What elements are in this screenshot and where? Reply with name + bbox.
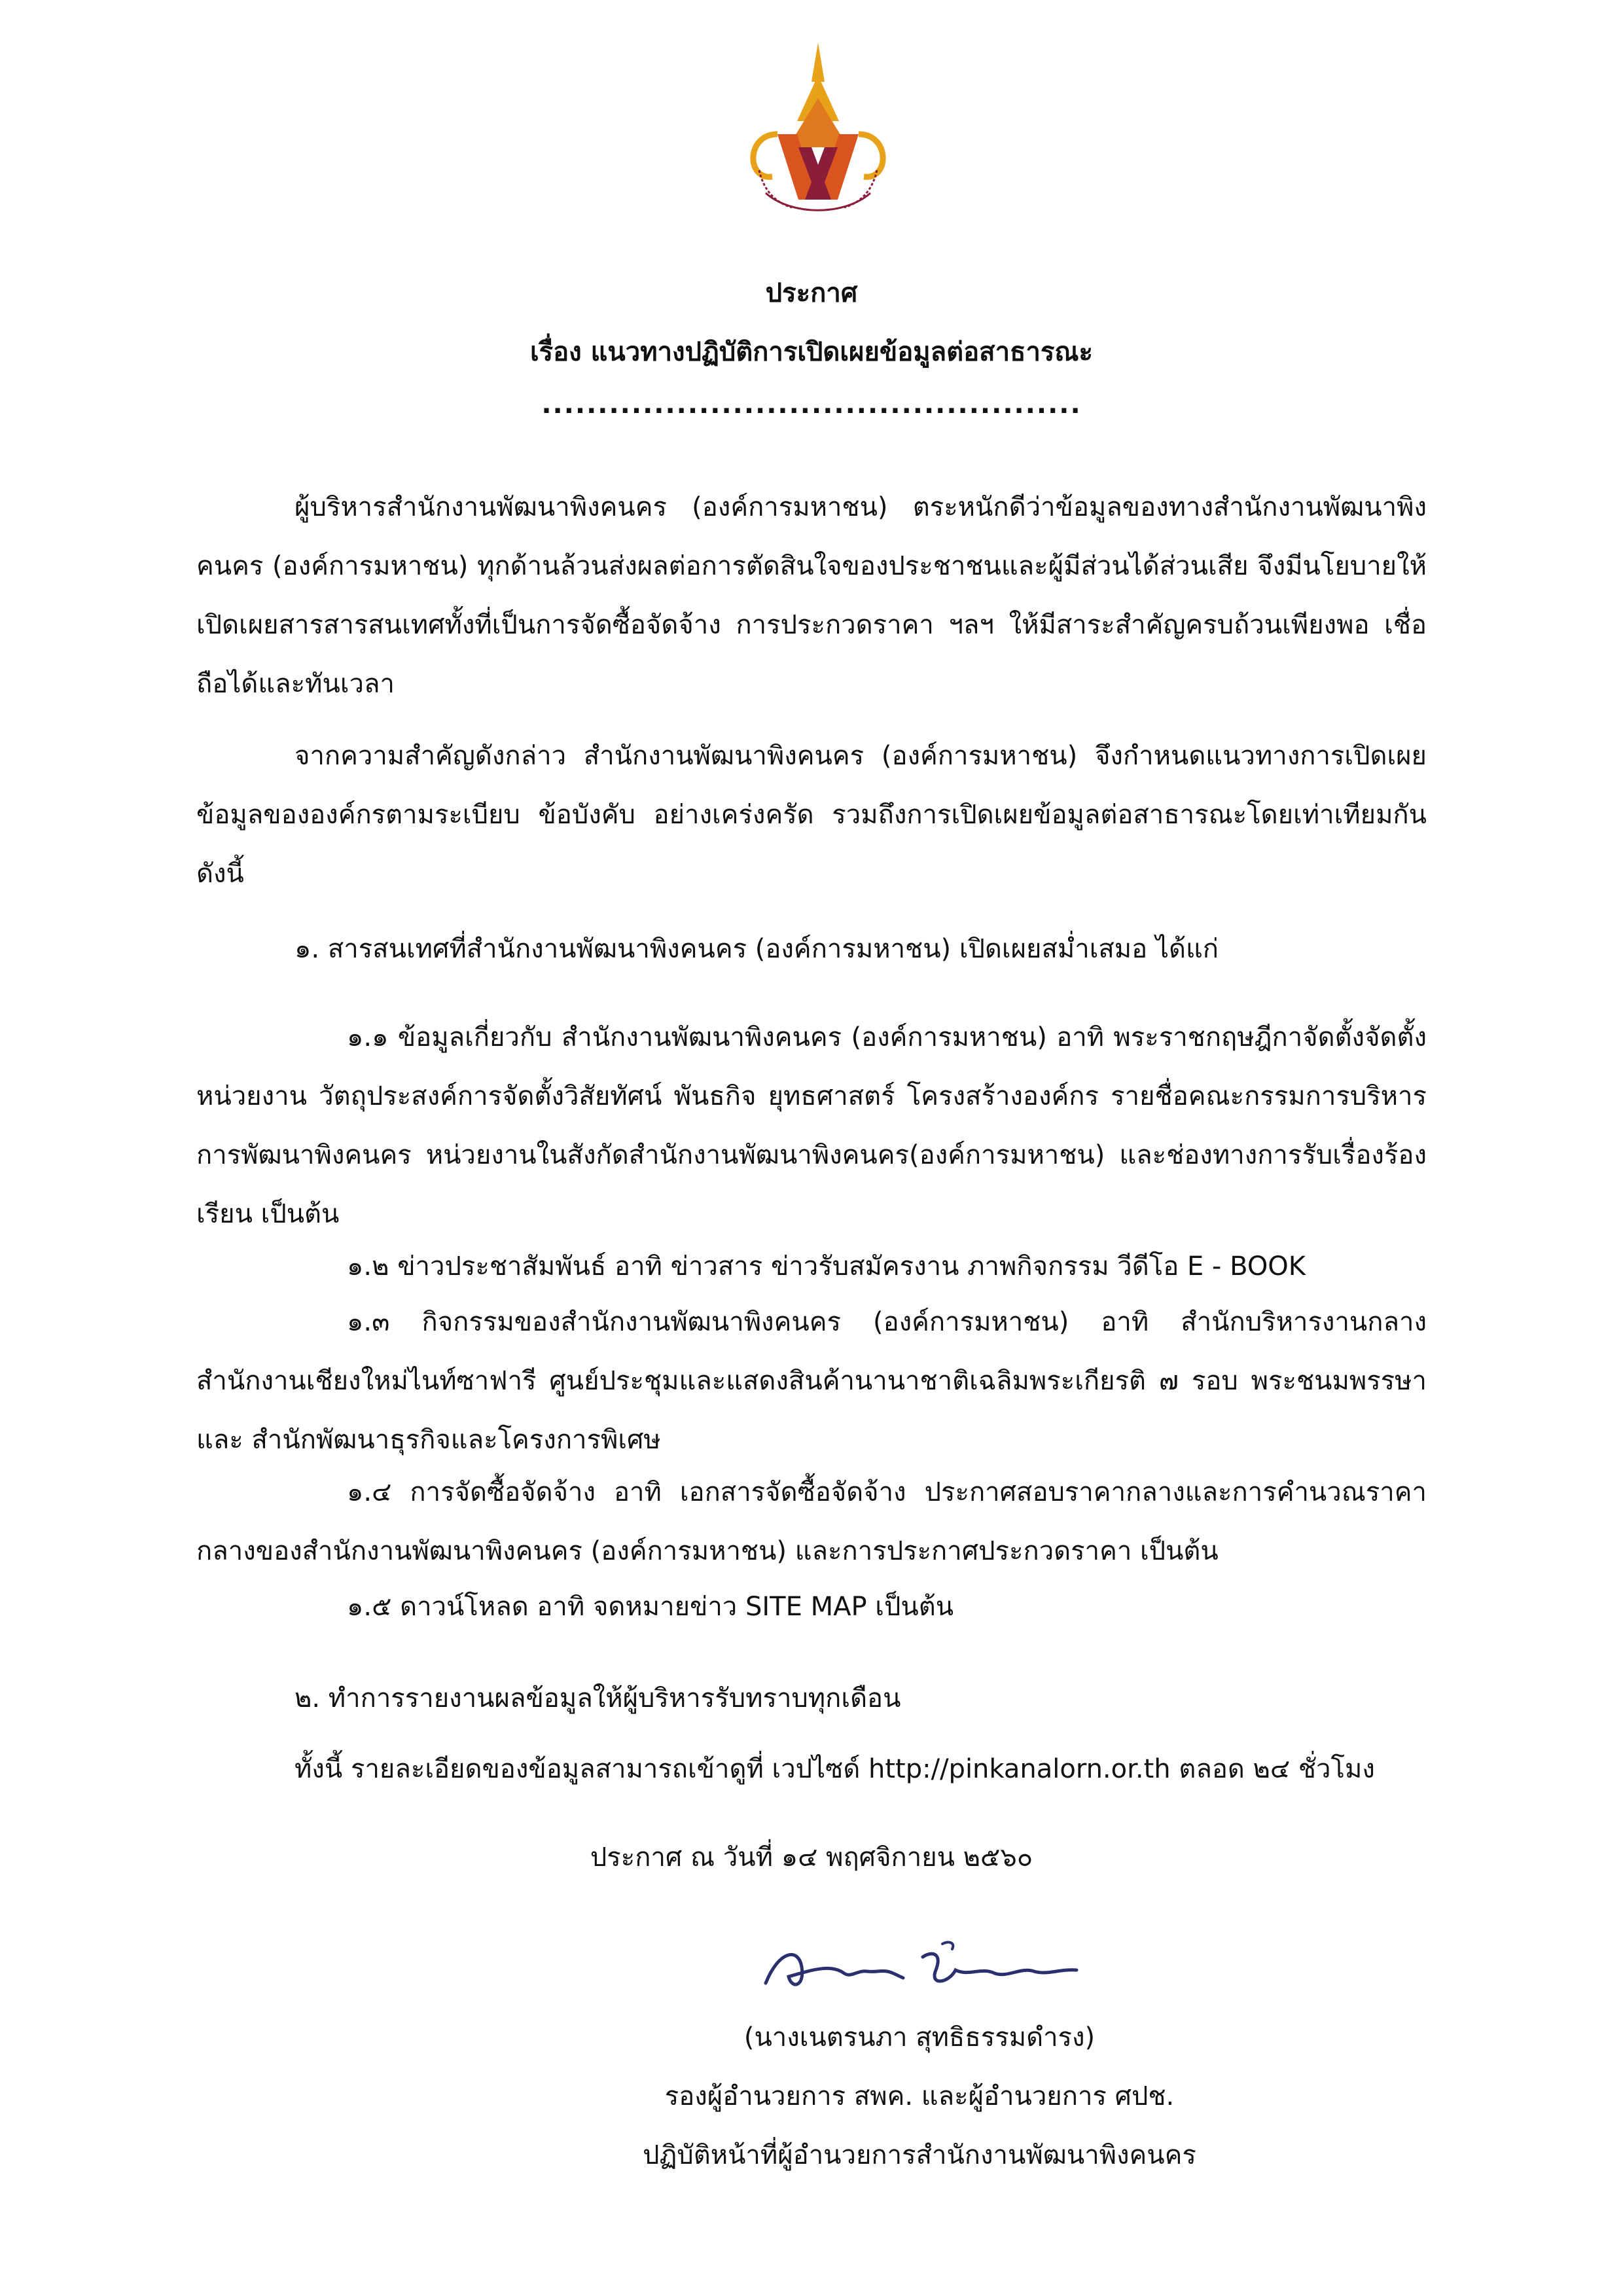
- signatory-position-1: รองผู้อำนวยการ สพค. และผู้อำนวยการ ศปช.: [664, 2081, 1175, 2111]
- item-1-4: ๑.๔ การจัดซื้อจัดจ้าง อาทิ เอกสารจัดซื้อจัดจ้าง ประกาศสอบราคากลางและการคำนวณราคากลางของสำนักงานพัฒนาพิงคนคร (องค์การมหาชน) และการประกาศประกวดราคา เป็นต้น: [196, 1477, 1427, 1566]
- item-1-5: ๑.๕ ดาวน์โหลด อาทิ จดหมายข่าว SITE MAP เป็นต้น: [347, 1592, 954, 1622]
- agency-logo-icon: [720, 36, 916, 232]
- announcement-subject: เรื่อง แนวทางปฏิบัติการเปิดเผยข้อมูลต่อสาธารณะ: [529, 337, 1094, 367]
- handwritten-signature: [753, 1931, 1093, 2009]
- signatory-position-2: ปฏิบัติหน้าที่ผู้อำนวยการสำนักงานพัฒนาพิงคนคร: [643, 2140, 1196, 2170]
- announcement-date: ประกาศ ณ วันที่ ๑๔ พฤศจิกายน ๒๕๖๐: [590, 1842, 1033, 1873]
- item-1-3: ๑.๓ กิจกรรมของสำนักงานพัฒนาพิงคนคร (องค์การมหาชน) อาทิ สำนักบริหารงานกลางสำนักงานเชียงใหม่ไนท์ซาฟารี ศูนย์ประชุมและแสดงสินค้านานาชาติเฉลิมพระเกียรติ ๗ รอบ พระชนมพรรษาและ สำนักพัฒนาธุรกิจและโครงการพิเศษ: [196, 1307, 1427, 1455]
- intro-paragraph: ผู้บริหารสำนักงานพัฒนาพิงคนคร (องค์การมหาชน) ตระหนักดีว่าข้อมูลของทางสำนักงานพัฒนาพิงคนคร (องค์การมหาชน) ทุกด้านล้วนส่งผลต่อการตัดสินใจของประชาชนและผู้มีส่วนได้ส่วนเสีย จึงมีนโยบายให้เปิดเผยสารสารสนเทศทั้งที่เป็นการจัดซื้อจัดจ้าง การประกวดราคา ฯลฯ ให้มีสาระสำคัญครบถ้วนเพียงพอ เชื่อถือได้และทันเวลา: [196, 492, 1427, 699]
- agency-logo: [720, 36, 916, 232]
- item-1-2: ๑.๒ ข่าวประชาสัมพันธ์ อาทิ ข่าวสาร ข่าวรับสมัครงาน ภาพกิจกรรม วีดีโอ E - BOOK: [347, 1251, 1306, 1282]
- website-note: ทั้งนี้ รายละเอียดของข้อมูลสามารถเข้าดูที่ เวปไซด์ http://pinkanalorn.or.th ตลอด ๒๔ ชั่วโมง: [294, 1754, 1375, 1784]
- title-separator: ................................................: [541, 389, 1082, 420]
- signature-icon: [753, 1931, 1093, 2009]
- section-1-heading: ๑. สารสนเทศที่สำนักงานพัฒนาพิงคนคร (องค์การมหาชน) เปิดเผยสม่ำเสมอ ได้แก่: [294, 934, 1219, 964]
- signatory-name: (นางเนตรนภา สุทธิธรรมดำรง): [743, 2022, 1096, 2053]
- section-2-heading: ๒. ทำการรายงานผลข้อมูลให้ผู้บริหารรับทราบทุกเดือน: [294, 1683, 901, 1713]
- announcement-title: ประกาศ: [765, 278, 858, 308]
- policy-paragraph: จากความสำคัญดังกล่าว สำนักงานพัฒนาพิงคนคร (องค์การมหาชน) จึงกำหนดแนวทางการเปิดเผยข้อมูลขององค์กรตามระเบียบ ข้อบังคับ อย่างเคร่งครัด รวมถึงการเปิดเผยข้อมูลต่อสาธารณะโดยเท่าเทียมกัน ดังนี้: [196, 741, 1427, 889]
- item-1-1: ๑.๑ ข้อมูลเกี่ยวกับ สำนักงานพัฒนาพิงคนคร (องค์การมหาชน) อาทิ พระราชกฤษฎีกาจัดตั้งจัดตั้งหน่วยงาน วัตถุประสงค์การจัดตั้งวิสัยทัศน์ พันธกิจ ยุทธศาสตร์ โครงสร้างองค์กร รายชื่อคณะกรรมการบริหารการพัฒนาพิงคนคร หน่วยงานในสังกัดสำนักงานพัฒนาพิงคนคร(องค์การมหาชน) และช่องทางการรับเรื่องร้องเรียน เป็นต้น: [196, 1022, 1427, 1229]
